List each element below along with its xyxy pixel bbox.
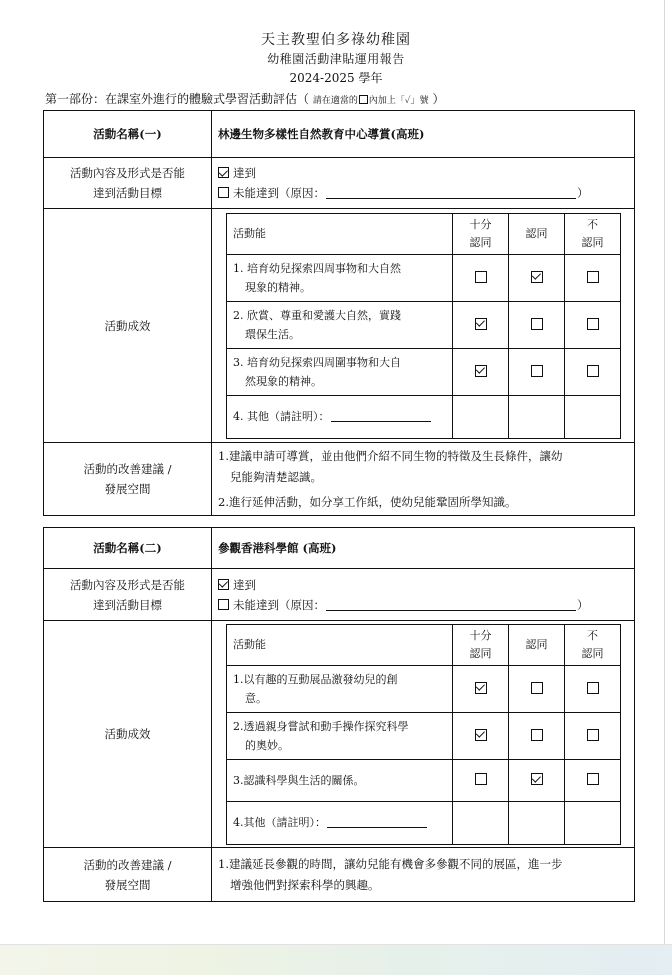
effect-label: 活動成效 <box>44 621 212 848</box>
rating-checkbox[interactable] <box>531 682 543 694</box>
rating-cell <box>509 665 565 712</box>
part-note-before: 請在適當的 <box>312 96 358 106</box>
rating-item-1: 1. 培育幼兒探索四周事物和大自然 現象的精神。 <box>227 254 453 301</box>
reason-blank <box>326 185 576 199</box>
rating-checkbox[interactable] <box>587 318 599 330</box>
rating-checkbox-checked[interactable] <box>475 365 487 377</box>
rating-item-3: 3. 培育幼兒探索四周圍事物和大自 然現象的精神。 <box>227 348 453 395</box>
other-blank <box>327 814 427 828</box>
achieved-checkbox[interactable] <box>218 579 229 590</box>
effect-cell <box>212 621 635 848</box>
suggestion-item: 1.建議延長參觀的時間，讓幼兒能有機會多參觀不同的展區，進一步 增強他們對探索科學的興趣。 <box>218 856 563 892</box>
effect-cell <box>212 209 635 443</box>
effect-label: 活動成效 <box>44 209 212 443</box>
school-name: 天主教聖伯多祿幼稚園 <box>261 32 411 48</box>
window-bottom-bar <box>0 944 672 975</box>
suggestion-label: 活動的改善建議 / 發展空間 <box>44 443 212 516</box>
rating-cell <box>565 301 621 348</box>
rating-cell <box>565 254 621 301</box>
rating-header-strongly-agree: 十分 認同 <box>453 213 509 254</box>
rating-cell <box>453 665 509 712</box>
rating-checkbox-checked[interactable] <box>475 682 487 694</box>
rating-checkbox[interactable] <box>587 729 599 741</box>
goal-status <box>212 569 635 621</box>
rating-header-agree: 認同 <box>509 213 565 254</box>
competency-header: 活動能 <box>227 624 453 665</box>
rating-cell <box>509 759 565 801</box>
achieved-option: 達到 <box>218 575 628 595</box>
part-label: 第一部份：在課室外進行的體驗式學習活動評估（ <box>45 92 310 106</box>
rating-table-2 <box>226 624 621 845</box>
part-close: ） <box>432 92 445 106</box>
rating-cell <box>453 759 509 801</box>
rating-cell <box>565 712 621 759</box>
not-achieved-option: 未能達到（原因： ） <box>218 183 628 203</box>
rating-item-other: 4. 其他（請註明）： <box>227 395 453 438</box>
competency-header: 活動能 <box>227 213 453 254</box>
rating-header-agree: 認同 <box>509 624 565 665</box>
rating-cell <box>509 254 565 301</box>
rating-checkbox[interactable] <box>587 682 599 694</box>
suggestions-cell <box>212 443 635 516</box>
rating-cell <box>509 348 565 395</box>
part-note-after: 內加上「✓」號 <box>368 96 429 106</box>
rating-checkbox-checked[interactable] <box>475 729 487 741</box>
rating-item-2: 2. 欣賞、尊重和愛護大自然，實踐 環保生活。 <box>227 301 453 348</box>
goal-status <box>212 158 635 209</box>
rating-checkbox[interactable] <box>587 773 599 785</box>
rating-cell <box>565 665 621 712</box>
rating-cell-empty <box>453 395 509 438</box>
not-achieved-option: 未能達到（原因： ） <box>218 595 628 615</box>
rating-item-1: 1.以有趣的互動展品激發幼兒的創 意。 <box>227 665 453 712</box>
rating-checkbox[interactable] <box>475 271 487 283</box>
rating-cell <box>565 759 621 801</box>
part-heading <box>45 90 445 107</box>
rating-header-disagree: 不 認同 <box>565 213 621 254</box>
school-year: 2024-2025 學年 <box>289 71 383 85</box>
rating-cell <box>509 301 565 348</box>
rating-checkbox[interactable] <box>531 729 543 741</box>
activity-table-1 <box>43 110 635 516</box>
rating-checkbox-checked[interactable] <box>531 271 543 283</box>
achieved-option: 達到 <box>218 163 628 183</box>
rating-item-other: 4.其他（請註明）： <box>227 801 453 844</box>
rating-cell-empty <box>453 801 509 844</box>
rating-cell <box>453 348 509 395</box>
rating-checkbox[interactable] <box>475 773 487 785</box>
rating-item-3: 3.認識科學與生活的關係。 <box>227 759 453 801</box>
rating-table-1 <box>226 213 621 439</box>
suggestion-item: 2.進行延伸活動，如分享工作紙，使幼兒能鞏固所學知識。 <box>218 494 517 509</box>
activity-name: 參觀香港科學館 (高班) <box>212 528 635 569</box>
rating-cell <box>453 712 509 759</box>
rating-checkbox[interactable] <box>531 318 543 330</box>
rating-checkbox-checked[interactable] <box>531 773 543 785</box>
rating-item-2: 2.透過親身嘗試和動手操作探究科學 的奧妙。 <box>227 712 453 759</box>
activity-name-label: 活動名稱(二) <box>44 528 212 569</box>
other-blank <box>331 408 431 422</box>
rating-cell-empty <box>509 801 565 844</box>
checkbox-icon <box>359 95 368 104</box>
rating-checkbox-checked[interactable] <box>475 318 487 330</box>
rating-cell <box>453 301 509 348</box>
rating-checkbox[interactable] <box>531 365 543 377</box>
activity-table-2 <box>43 527 635 902</box>
rating-header-strongly-agree: 十分 認同 <box>453 624 509 665</box>
rating-checkbox[interactable] <box>587 271 599 283</box>
rating-cell-empty <box>565 801 621 844</box>
not-achieved-checkbox[interactable] <box>218 187 229 198</box>
content-label: 活動內容及形式是否能 達到活動目標 <box>44 569 212 621</box>
suggestions-cell <box>212 848 635 902</box>
not-achieved-checkbox[interactable] <box>218 599 229 610</box>
rating-header-disagree: 不 認同 <box>565 624 621 665</box>
rating-cell <box>453 254 509 301</box>
rating-cell-empty <box>565 395 621 438</box>
activity-name: 林邊生物多樣性自然教育中心導賞(高班) <box>212 111 635 158</box>
suggestion-label: 活動的改善建議 / 發展空間 <box>44 848 212 902</box>
reason-blank <box>326 597 576 611</box>
rating-cell <box>509 712 565 759</box>
content-label: 活動內容及形式是否能 達到活動目標 <box>44 158 212 209</box>
suggestion-item: 1.建議申請可導賞，並由他們介紹不同生物的特徵及生長條件，讓幼 兒能夠清楚認識。 <box>218 448 563 484</box>
rating-cell <box>565 348 621 395</box>
activity-name-label: 活動名稱(一) <box>44 111 212 158</box>
achieved-checkbox[interactable] <box>218 167 229 178</box>
report-title: 幼稚園活動津貼運用報告 <box>267 52 405 66</box>
rating-checkbox[interactable] <box>587 365 599 377</box>
rating-cell-empty <box>509 395 565 438</box>
